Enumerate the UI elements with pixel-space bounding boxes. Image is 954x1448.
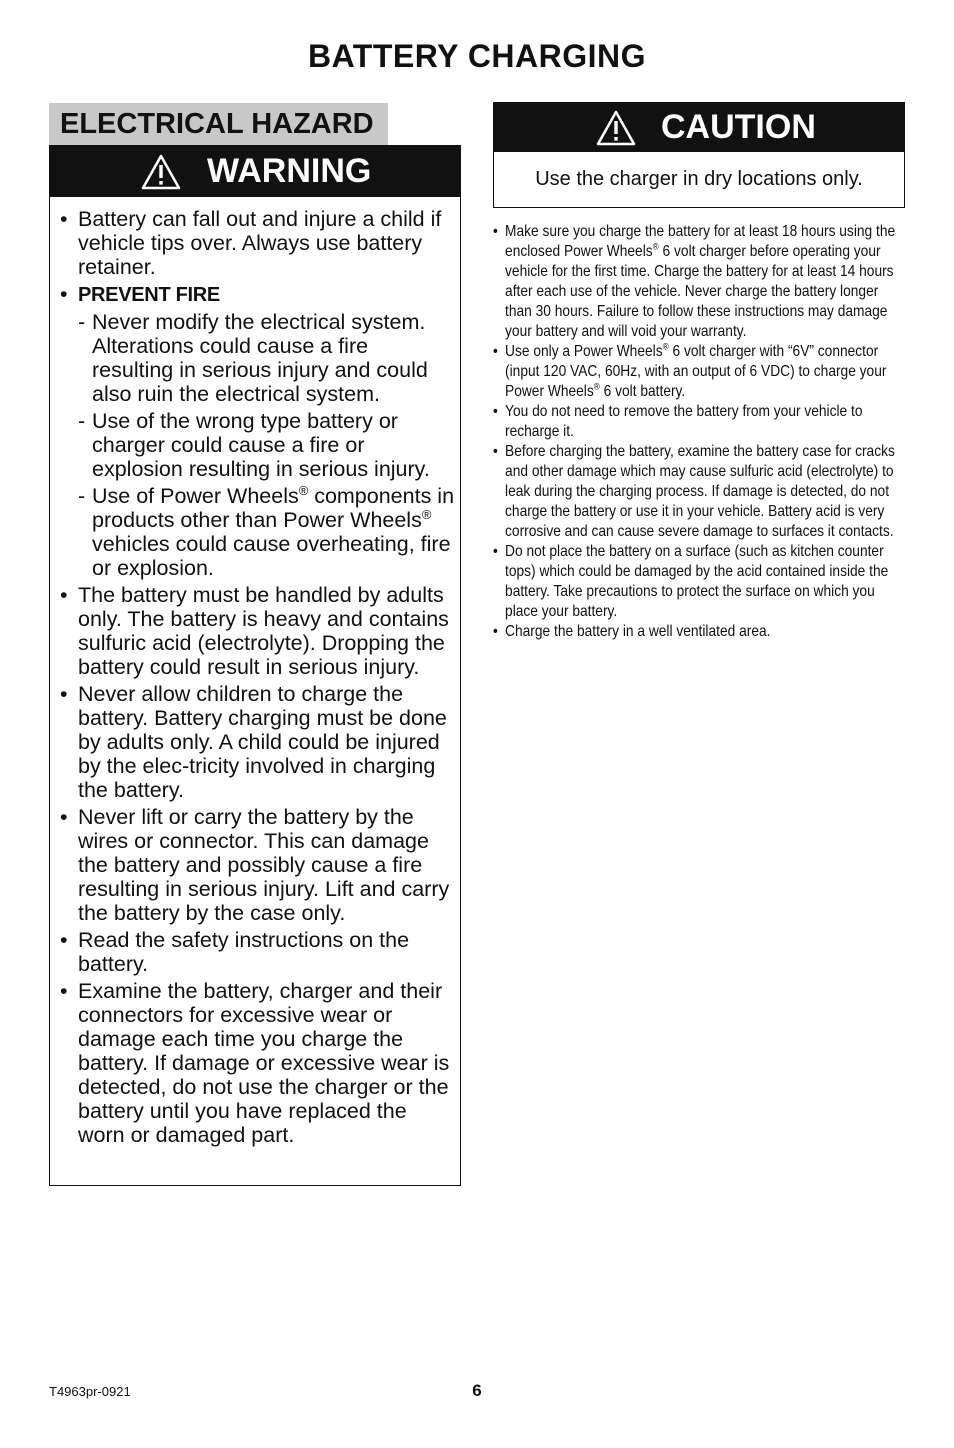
charging-instructions-list bbox=[493, 222, 905, 642]
document-code: T4963pr-0921 bbox=[49, 1384, 131, 1399]
warning-item-text: Examine the battery, charger and their connectors for excessive wear or damage each time you charge the battery. If damage or excessive wear is detected, do not use the charger or the battery until you have replaced the worn or damaged part. bbox=[78, 979, 450, 1147]
list-item bbox=[60, 928, 455, 976]
bullet: • bbox=[60, 928, 68, 952]
warning-label: WARNING bbox=[207, 152, 372, 190]
prevent-fire-heading: PREVENT FIRE bbox=[78, 284, 220, 306]
dash: - bbox=[78, 310, 86, 334]
list-item bbox=[493, 402, 905, 442]
warning-item-text: Read the safety instructions on the battery. bbox=[78, 928, 410, 976]
sub-list-item bbox=[78, 409, 455, 481]
registered-mark: ® bbox=[652, 241, 659, 253]
list-item bbox=[493, 342, 905, 402]
warning-triangle-icon bbox=[141, 154, 181, 190]
bullet: • bbox=[493, 223, 498, 240]
warning-item-text: The battery must be handled by adults only. The battery is heavy and contains sulfuric acid (electrolyte). Dropping the battery could result in serious injury. bbox=[78, 583, 449, 679]
sub-item-text-a: Use of Power Wheels bbox=[92, 484, 299, 508]
bullet: • bbox=[493, 343, 498, 360]
info-text: Charge the battery in a well ventilated area. bbox=[505, 623, 771, 640]
prevent-fire-list bbox=[78, 310, 455, 580]
list-item bbox=[493, 542, 905, 622]
registered-mark: ® bbox=[662, 341, 669, 353]
bullet: • bbox=[493, 403, 498, 420]
list-item bbox=[60, 583, 455, 679]
warning-list bbox=[60, 207, 455, 1150]
registered-mark: ® bbox=[593, 381, 600, 393]
info-text: Do not place the battery on a surface (such as kitchen counter tops) which could be damaged by the acid contained inside the battery. Take precautions to protect the surface on which you place your battery. bbox=[505, 543, 889, 620]
page-number: 6 bbox=[472, 1381, 482, 1400]
warning-item-text: Never lift or carry the battery by the wires or connector. This can damage the battery and possibly cause a fire resulting in serious injury. Lift and carry the battery by the case only. bbox=[78, 805, 450, 925]
bullet: • bbox=[60, 207, 68, 231]
bullet: • bbox=[493, 543, 498, 560]
bullet: • bbox=[493, 623, 498, 640]
sub-item-text: Use of the wrong type battery or charger could cause a fire or explosion resulting in serious injury. bbox=[92, 409, 430, 481]
warning-header bbox=[49, 145, 461, 197]
sub-item-text: Never modify the electrical system. Alterations could cause a fire resulting in serious injury and could also ruin the electrical system. bbox=[92, 310, 428, 406]
bullet: • bbox=[60, 805, 68, 829]
info-text: Before charging the battery, examine the battery case for cracks and other damage which may cause sulfuric acid (electrolyte) to leak during the charging process. If damage is detected, do not charge the battery or use it in your vehicle. Battery acid is very corrosive and can cause severe damage to surfaces it contacts. bbox=[505, 443, 895, 540]
sub-list-item bbox=[78, 310, 455, 406]
sub-item-text-b: components in products other than Power Wheels bbox=[92, 484, 455, 532]
dash: - bbox=[78, 484, 86, 508]
warning-item-text: Never allow children to charge the battery. Battery charging must be done by adults only. A child could be injured by the elec-tricity involved in charging the battery. bbox=[78, 682, 447, 802]
info-text-a: Use only a Power Wheels bbox=[505, 343, 663, 360]
list-item bbox=[60, 682, 455, 802]
registered-mark: ® bbox=[298, 482, 309, 498]
info-text-b: 6 volt charger before operating your vehicle for the first time. Charge the battery for at least 14 hours after each use of the vehicle. Never charge the battery longer than 30 hours. Failure to follow these instructions may damage your battery and will void your warranty. bbox=[505, 243, 894, 340]
bullet: • bbox=[493, 443, 498, 460]
list-item bbox=[493, 622, 905, 642]
caution-header bbox=[493, 102, 905, 152]
electrical-hazard-tab: ELECTRICAL HAZARD bbox=[49, 103, 388, 145]
page-title: BATTERY CHARGING bbox=[307, 38, 647, 74]
info-text-c: 6 volt battery. bbox=[599, 383, 686, 400]
bullet: • bbox=[60, 979, 68, 1003]
list-item bbox=[60, 207, 455, 279]
caution-text: Use the charger in dry locations only. bbox=[535, 168, 863, 190]
bullet: • bbox=[60, 282, 68, 306]
bullet: • bbox=[60, 682, 68, 706]
dash: - bbox=[78, 409, 86, 433]
sub-item-text-c: vehicles could cause overheating, fire or explosion. bbox=[92, 532, 451, 580]
list-item bbox=[60, 979, 455, 1147]
list-item bbox=[493, 442, 905, 542]
list-item bbox=[493, 222, 905, 342]
sub-list-item bbox=[78, 484, 455, 580]
info-text-b: 6 volt charger with “6V” connector (input 120 VAC, 60Hz, with an output of 6 VDC) to charge your Power Wheels bbox=[505, 343, 887, 400]
info-text-a: Make sure you charge the battery for at least 18 hours using the enclosed Power Wheels bbox=[505, 223, 896, 260]
list-item bbox=[60, 805, 455, 925]
warning-item-text: Battery can fall out and injure a child if vehicle tips over. Always use battery retainer. bbox=[78, 207, 442, 279]
list-item bbox=[60, 282, 455, 580]
registered-mark: ® bbox=[421, 506, 432, 522]
bullet: • bbox=[60, 583, 68, 607]
warning-triangle-icon bbox=[596, 110, 636, 146]
caution-label: CAUTION bbox=[661, 108, 816, 146]
info-text: You do not need to remove the battery from your vehicle to recharge it. bbox=[505, 403, 863, 440]
